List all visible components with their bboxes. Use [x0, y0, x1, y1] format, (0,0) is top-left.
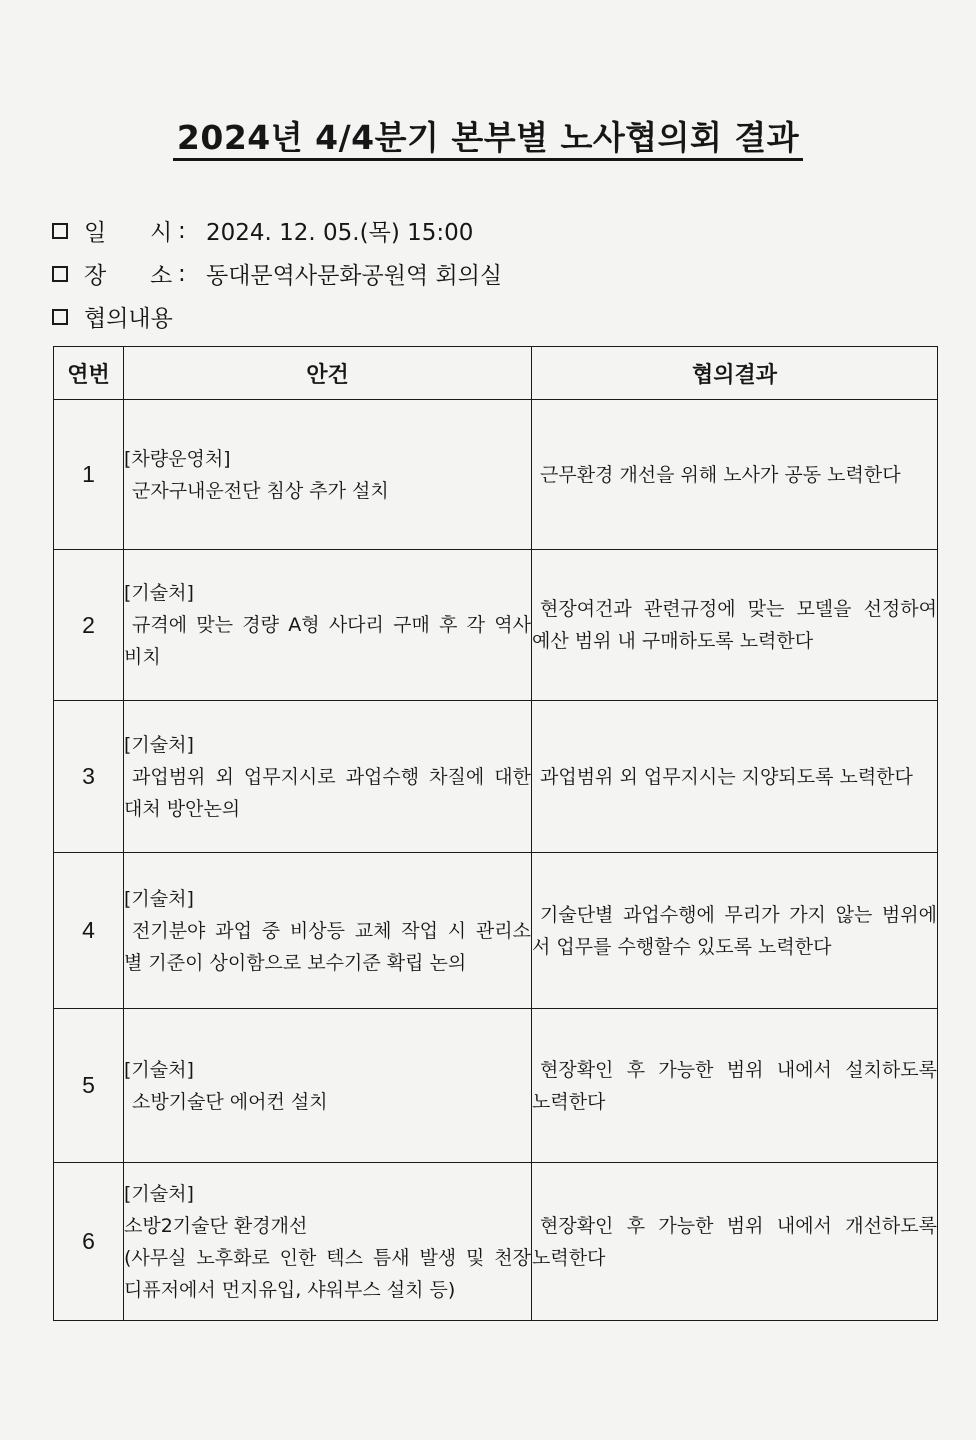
agenda-line: 비치: [124, 646, 161, 668]
date-row: [52, 214, 473, 247]
checkbox-icon: [52, 223, 68, 239]
place-label-1: 장: [84, 263, 107, 289]
result-cell: [532, 701, 938, 853]
checkbox-icon: [52, 266, 68, 282]
row-number: 6: [54, 1163, 124, 1321]
header-agenda: 안건: [124, 347, 532, 400]
agenda-line: 군자구내운전단 침상 추가 설치: [132, 479, 389, 502]
result-line: 예산 범위 내 구매하도록 노력한다: [532, 630, 814, 652]
result-line: 기술단별 과업수행에 무리가 가지 않는 범위에: [540, 903, 937, 926]
result-cell: [532, 853, 938, 1009]
agenda-line: [기술처]: [124, 887, 194, 910]
result-cell: [532, 400, 938, 550]
header-result: 협의결과: [532, 347, 938, 400]
date-value: 2024. 12. 05.(목) 15:00: [206, 220, 474, 246]
result-line: 현장여건과 관련규정에 맞는 모델을 선정하여: [540, 598, 937, 620]
result-line: 현장확인 후 가능한 범위 내에서 설치하도록: [540, 1058, 937, 1081]
result-line: 노력한다: [532, 1090, 606, 1113]
agenda-line: 별 기준이 상이함으로 보수기준 확립 논의: [124, 951, 467, 974]
place-row: [52, 257, 502, 290]
content-label: 협의내용: [84, 306, 173, 332]
row-number: 4: [54, 853, 124, 1009]
checkbox-icon: [52, 309, 68, 325]
agenda-cell: [124, 1163, 532, 1321]
table-row: [54, 400, 938, 550]
agenda-cell: [124, 400, 532, 550]
result-line: 과업범위 외 업무지시는 지양되도록 노력한다: [540, 765, 913, 788]
agenda-cell: [124, 701, 532, 853]
table-row: [54, 550, 938, 701]
place-value: 동대문역사문화공원역 회의실: [206, 263, 503, 289]
agenda-line: (사무실 노후화로 인한 텍스 틈새 발생 및 천장: [124, 1246, 531, 1269]
document-title: [0, 112, 976, 159]
agenda-line: [기술처]: [124, 582, 194, 604]
agenda-line: [기술처]: [124, 733, 194, 756]
row-number: 1: [54, 400, 124, 550]
agenda-cell: [124, 853, 532, 1009]
agenda-cell: [124, 550, 532, 701]
place-colon: :: [178, 260, 186, 287]
agenda-line: 디퓨저에서 먼지유입, 샤워부스 설치 등): [124, 1278, 456, 1301]
agenda-line: [기술처]: [124, 1058, 194, 1081]
agenda-line: 전기분야 과업 중 비상등 교체 작업 시 관리소: [132, 919, 531, 942]
table-row: [54, 701, 938, 853]
result-cell: [532, 1163, 938, 1321]
date-colon: :: [178, 217, 186, 244]
result-cell: [532, 1009, 938, 1163]
agenda-line: [기술처]: [124, 1182, 194, 1205]
table-row: [54, 853, 938, 1009]
table-header-row: [54, 347, 938, 400]
agenda-line: 대처 방안논의: [124, 797, 241, 820]
agenda-line: 소방기술단 에어컨 설치: [132, 1090, 328, 1113]
date-label-1: 일: [84, 220, 107, 246]
result-cell: [532, 550, 938, 701]
place-label-2: 소: [150, 263, 173, 289]
row-number: 5: [54, 1009, 124, 1163]
header-no: 연번: [54, 347, 124, 400]
agenda-cell: [124, 1009, 532, 1163]
content-row: [52, 300, 173, 333]
date-label-2: 시: [150, 220, 173, 246]
row-number: 3: [54, 701, 124, 853]
result-line: 현장확인 후 가능한 범위 내에서 개선하도록: [540, 1214, 937, 1237]
table-row: [54, 1009, 938, 1163]
result-line: 노력한다: [532, 1246, 606, 1269]
result-line: 근무환경 개선을 위해 노사가 공동 노력한다: [540, 463, 901, 486]
agenda-line: [차량운영처]: [124, 447, 231, 470]
agenda-line: 과업범위 외 업무지시로 과업수행 차질에 대한: [132, 765, 531, 788]
agenda-line: 소방2기술단 환경개선: [124, 1214, 308, 1237]
result-line: 서 업무를 수행할수 있도록 노력한다: [532, 935, 832, 958]
agenda-table: [53, 346, 938, 1321]
agenda-line: 규격에 맞는 경량 A형 사다리 구매 후 각 역사: [132, 614, 531, 636]
table-row: [54, 1163, 938, 1321]
document-title-text: 2024년 4/4분기 본부별 노사협의회 결과: [173, 118, 803, 161]
row-number: 2: [54, 550, 124, 701]
